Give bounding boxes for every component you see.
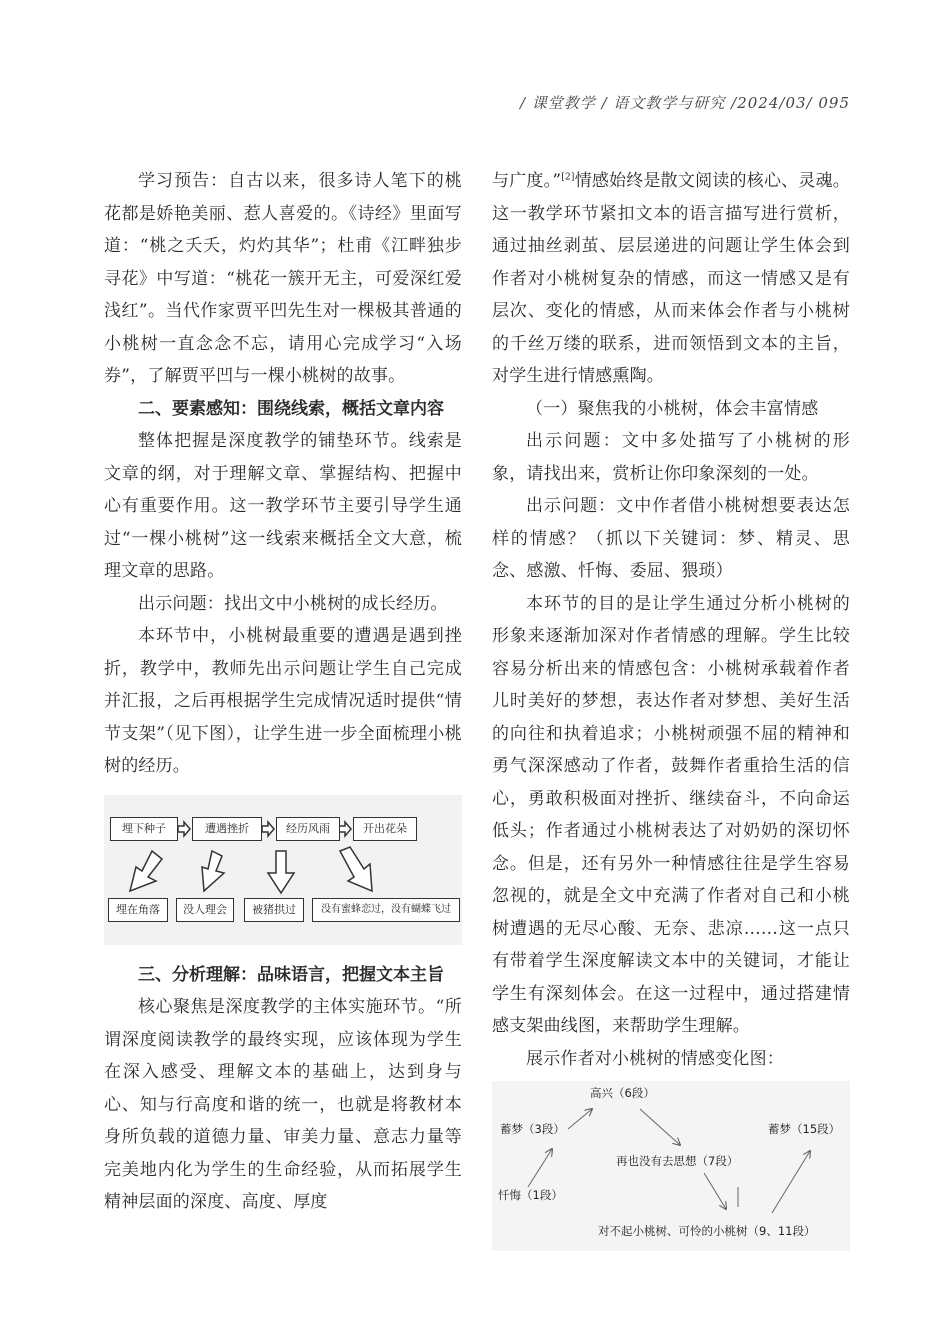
subheading: （一）聚焦我的小桃树，体会丰富情感 (526, 398, 819, 419)
plot-box-no-bees: 没有蜜蜂恋过，没有蝴蝶飞过 (312, 898, 460, 922)
plot-box-ignored: 没人理会 (176, 898, 234, 922)
paragraph (492, 165, 850, 393)
section-heading: 三、分析理解：品味语言，把握文本主旨 (138, 964, 444, 985)
paragraph: 出示问题：文中作者借小桃树想要表达怎样的情感？（抓以下关键词：梦、精灵、思念、感激、忏悔、委屈、猥琐） (492, 496, 850, 581)
plot-box-pig: 被猪拱过 (244, 898, 304, 922)
paragraph-text: 情感始终是散文阅读的核心、灵魂。这一教学环节紧扣文本的语言描写进行赏析，通过抽丝剥茧、层层递进的问题让学生体会到作者对小桃树复杂的情感，而这一情感又是有层次、变化的情感，从而来体会作者与小桃树的千丝万缕的联系，进而领悟到文本的主旨，对学生进行情感熏陶。 (492, 171, 850, 386)
label-dream-3: 蓄梦（3段） (500, 1122, 565, 1136)
label-remorse: 忏悔（1段） (498, 1188, 563, 1202)
paragraph: 学习预告：自古以来，很多诗人笔下的桃花都是娇艳美丽、惹人喜爱的。《诗经》里面写道：“桃之夭夭，灼灼其华”；杜甫《江畔独步寻花》中写道：“桃花一簇开无主，可爱深红爱浅红”。当代作家贾平凹先生对一棵极其普通的小桃树一直念念不忘，请用心完成学习“入场券”，了解贾平凹与一棵小桃树的故事。 (104, 171, 462, 386)
right-column (492, 165, 850, 1251)
quote-end: 与广度。” (492, 171, 562, 191)
citation-mark: [2] (561, 172, 575, 183)
section-heading: 二、要素感知：围绕线索，概括文章内容 (138, 398, 444, 419)
paragraph: 本环节中，小桃树最重要的遭遇是遇到挫折，教学中，教师先出示问题让学生自己完成并汇报，之后再根据学生完成情况适时提供“情节支架”（见下图），让学生进一步全面梳理小桃树的经历。 (104, 626, 462, 776)
emotion-curve-figure (492, 1081, 850, 1251)
plot-box-bloom: 开出花朵 (353, 817, 417, 841)
label-no-thought: 再也没有去思想（7段） (616, 1154, 739, 1168)
paragraph: 核心聚焦是深度教学的主体实施环节。“所谓深度阅读教学的最终实现，应该体现为学生在深入感受、理解文本的基础上，达到身与心、知与行高度和谐的统一，也就是将教材本身所负载的道德力量、审美力量、意志力量等完美地内化为学生的生命经验，从而拓展学生精神层面的深度、高度、厚度 (104, 997, 462, 1212)
left-column (104, 165, 462, 1219)
running-header: / 课堂教学 / 语文教学与研究 /2024/03/ 095 (519, 94, 850, 112)
label-joy: 高兴（6段） (590, 1086, 655, 1100)
plot-scaffold-figure (104, 795, 462, 945)
plot-box-bury-seed: 埋下种子 (110, 817, 178, 841)
plot-box-setback: 遭遇挫折 (192, 817, 262, 841)
paragraph: 整体把握是深度教学的铺垫环节。线索是文章的纲，对于理解文章、掌握结构、把握中心有重要作用。这一教学环节主要引导学生通过“一棵小桃树”这一线索来概括全文大意，梳理文章的思路。 (104, 431, 462, 581)
plot-box-hardship: 经历风雨 (276, 817, 340, 841)
label-dream-15: 蓄梦（15段） (768, 1122, 841, 1136)
paragraph: 展示作者对小桃树的情感变化图： (526, 1048, 784, 1069)
plot-box-corner: 埋在角落 (108, 898, 168, 922)
paragraph: 本环节的目的是让学生通过分析小桃树的形象来逐渐加深对作者情感的理解。学生比较容易分析出来的情感包含：小桃树承载着作者儿时美好的梦想，表达作者对梦想、美好生活的向往和执着追求；小桃树顽强不屈的精神和勇气深深感动了作者，鼓舞作者重拾生活的信心，勇敢积极面对挫折、继续奋斗，不向命运低头；作者通过小桃树表达了对奶奶的深切怀念。但是，还有另外一种情感往往是学生容易忽视的，就是全文中充满了作者对自己和小桃树遭遇的无尽心酸、无奈、悲凉……这一点只有带着学生深度解读文本中的关键词，才能让学生有深刻体会。在这一过程中，通过搭建情感支架曲线图，来帮助学生理解。 (492, 593, 850, 1036)
paragraph: 出示问题：找出文中小桃树的成长经历。 (138, 593, 448, 614)
label-sorry: 对不起小桃树、可怜的小桃树（9、11段） (598, 1224, 816, 1238)
paragraph: 出示问题：文中多处描写了小桃树的形象，请找出来，赏析让你印象深刻的一处。 (492, 431, 850, 484)
